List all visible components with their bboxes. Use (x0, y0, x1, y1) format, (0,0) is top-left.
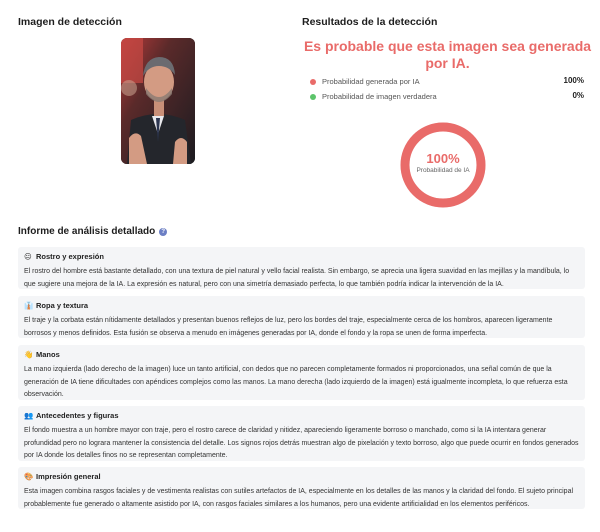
report-section-overall (18, 467, 585, 509)
section-text: El rostro del hombre está bastante detallado, con una textura de piel natural y vello facial realista. Sin embargo, se aprecia una ligera suavidad en las mejillas y la mandíbula, lo que sugiere una mejora de la IA. La expresión es natural, pero con una simetría demasiado perfecta, lo que también podría indicar la intervención de la IA. (24, 268, 570, 288)
section-title (24, 252, 104, 261)
people-icon: 👥 (24, 411, 34, 420)
detection-image-title: Imagen de detección (18, 16, 122, 28)
section-text: El traje y la corbata están nítidamente detallados y presentan buenos reflejos de luz, pero los bordes del traje, especialmente cerca de los hombros, aparecen ligeramente borrosos y menos definidos. Esta fusión se observa a menudo en imágenes generadas por IA, donde el fondo y la ropa se unen de forma imperfecta. (24, 317, 553, 337)
gauge-caption: Probabilidad de IA (416, 167, 470, 174)
report-title-text: Informe de análisis detallado (18, 226, 156, 237)
report-section-background (18, 406, 585, 461)
report-section-face (18, 247, 585, 289)
results-title: Resultados de la detección (302, 16, 438, 28)
report-section-clothing (18, 296, 585, 338)
question-circle-icon[interactable]: ? (159, 228, 167, 236)
report-section-hands (18, 345, 585, 400)
ai-probability-dot (310, 79, 316, 85)
detection-summary (0, 0, 600, 215)
ai-probability-row (310, 76, 584, 90)
section-title (24, 350, 60, 359)
section-title (24, 301, 88, 310)
ai-probability-gauge (398, 120, 488, 210)
real-probability-dot (310, 94, 316, 100)
real-probability-row (310, 91, 584, 105)
section-title-text: Manos (36, 350, 60, 359)
ai-probability-label: Probabilidad generada por IA (322, 77, 420, 86)
detection-image[interactable] (121, 38, 195, 164)
palette-icon: 🎨 (24, 472, 34, 481)
gauge-percentage: 100% (426, 151, 460, 166)
neutral-face-icon: 😐 (24, 252, 32, 261)
section-text: La mano izquierda (lado derecho de la imagen) luce un tanto artificial, con dedos que no parecen completamente formados ni proporcionados, una señal común de que la generación de IA tiene dificultades con apéndices complejos como las manos. La mano derecha (lado izquierdo de la imagen) está igualmente incompleta, lo que refuerza esta observación. (24, 366, 568, 398)
section-title (24, 411, 119, 420)
section-text: El fondo muestra a un hombre mayor con traje, pero el rostro carece de claridad y nitidez, apareciendo ligeramente borroso o manchado, como si la IA intentara generar profundidad pero no lograra mantener la consistencia del detalle. Los signos rojos detrás muestran algo de pixelación y texto borroso, algo que puede ocurrir en fondos generados por IA donde los detalles finos no se representan completamente. (24, 427, 579, 459)
section-title (24, 472, 101, 481)
real-probability-value: 0% (572, 91, 584, 100)
section-title-text: Antecedentes y figuras (36, 411, 119, 420)
report-title (18, 226, 167, 237)
verdict-text: Es probable que esta imagen sea generada por IA. (303, 38, 592, 71)
portrait-photo (121, 38, 195, 164)
ai-probability-value: 100% (563, 76, 584, 85)
section-title-text: Rostro y expresión (36, 252, 104, 261)
section-title-text: Ropa y textura (36, 301, 89, 310)
waving-hand-icon: 👋 (24, 350, 34, 359)
necktie-icon: 👔 (24, 301, 34, 310)
section-text: Esta imagen combina rasgos faciales y de vestimenta realistas con sutiles artefactos de IA, especialmente en los detalles de las manos y la claridad del fondo. El sujeto principal probablemente fue generado o altamente asistido por IA, con rasgos faciales similares a los humanos, pero una evidente artificialidad en los elementos periféricos. (24, 488, 574, 508)
section-title-text: Impresión general (36, 472, 101, 481)
real-probability-label: Probabilidad de imagen verdadera (322, 92, 437, 101)
